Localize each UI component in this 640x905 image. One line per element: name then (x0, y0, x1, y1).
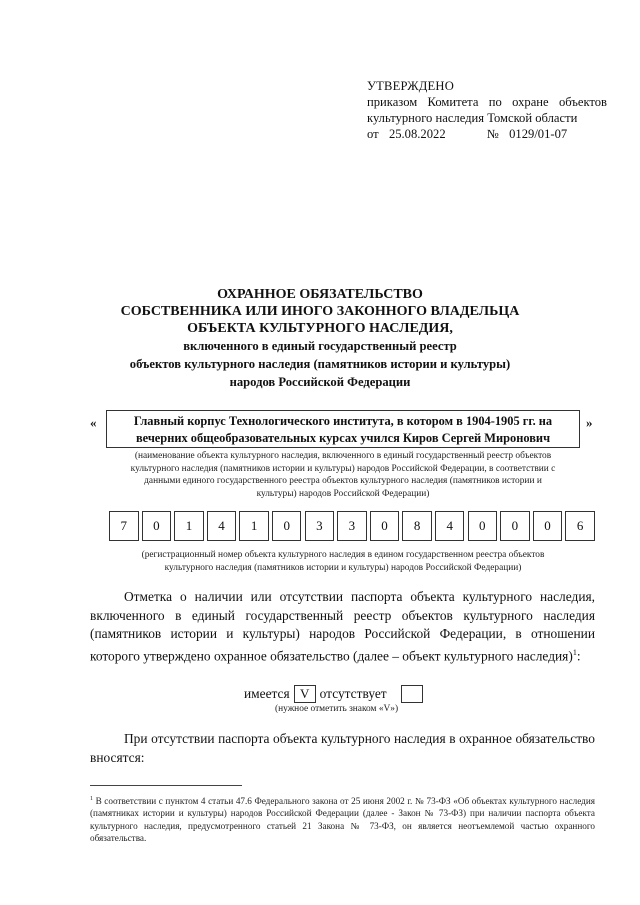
reg-digit-cell: 0 (500, 511, 530, 541)
order-number: 0129/01-07 (509, 127, 568, 141)
passport-mark-paragraph (90, 588, 595, 666)
footnote (90, 793, 595, 845)
title-line-1: ОХРАННОЕ ОБЯЗАТЕЛЬСТВО (217, 287, 423, 302)
reg-digit-cell: 0 (468, 511, 498, 541)
approval-stamp (367, 78, 607, 142)
reg-digit-cell: 7 (109, 511, 139, 541)
paragraph-1-text: Отметка о наличии или отсутствии паспорта объекта культурного наследия, включенного в единый государственный реестр объектов культурного наследия (памятников истории и культуры) народов Российской Федерации, в отношении которого утверждено охранное обязательство (далее – объект культурного наследия) (90, 589, 595, 664)
title-line-2: СОБСТВЕННИКА ИЛИ ИНОГО ЗАКОННОГО ВЛАДЕЛЬЦА (120, 304, 520, 319)
order-date: 25.08.2022 (388, 127, 446, 141)
approved-heading: УТВЕРЖДЕНО (367, 79, 455, 93)
reg-digit-cell: 0 (370, 511, 400, 541)
footnote-divider (90, 785, 242, 786)
reg-digit-cell: 4 (435, 511, 465, 541)
open-quote: « (90, 415, 97, 430)
object-caption-line-3: данными единого государственного реестра объектов культурного наследия (памятников истории и (144, 476, 542, 486)
object-name-box (106, 410, 580, 448)
approved-order-line (367, 126, 607, 142)
registration-number-grid (109, 511, 598, 541)
passport-absent-paragraph: При отсутствии паспорта объекта культурного наследия в охранное обязательство вносятся: (90, 731, 595, 765)
footnote-mark: 1 (90, 796, 93, 802)
paragraph-1-end: : (576, 648, 581, 664)
close-quote: » (586, 415, 593, 430)
reg-digit-cell: 0 (142, 511, 172, 541)
registration-caption (100, 549, 586, 574)
footnote-text: В соответствии с пунктом 4 статьи 47.6 Федерального закона от 25 июня 2002 г. № 73-ФЗ «Об объектах культурного наследия (памятниках истории и культуры) народов Российской Федерации (далее - Закон № 73-ФЗ) при наличии паспорта объекта культурного наследия, предусмотренного статьей 21 Закона № 73-ФЗ, он является неотъемлемой частью охранного обязательства. (90, 796, 595, 844)
object-caption-line-1: (наименование объекта культурного наследия, включенного в единый государственный реестр объектов (134, 451, 552, 461)
object-name-line-2: вечерних общеобразовательных курсах учился Киров Сергей Миронович (135, 431, 551, 445)
title-line-3: ОБЪЕКТА КУЛЬТУРНОГО НАСЛЕДИЯ, (187, 321, 453, 336)
passport-presence-row (244, 685, 427, 703)
present-label: имеется (244, 686, 290, 701)
present-checkbox[interactable]: V (294, 685, 316, 703)
reg-caption-line-2: культурного наследия (памятников истории и культуры) народов Российской Федерации) (164, 562, 522, 573)
reg-caption-line-1: (регистрационный номер объекта культурного наследия в едином государственном реестра объектов (141, 550, 545, 560)
object-caption-line-4: культуры) народов Российской Федерации) (256, 488, 430, 499)
approved-line-2: культурного наследия Томской области (367, 111, 578, 125)
object-caption-line-2: культурного наследия (памятников истории и культуры) народов Российской Федерации, в соответствии с (130, 463, 556, 474)
reg-digit-cell: 8 (402, 511, 432, 541)
reg-digit-cell: 0 (533, 511, 563, 541)
mark-hint: (нужное отметить знаком «V») (275, 704, 399, 714)
object-name-line-1: Главный корпус Технологического института, в котором в 1904-1905 гг. на (133, 414, 553, 428)
reg-digit-cell: 3 (337, 511, 367, 541)
reg-digit-cell: 4 (207, 511, 237, 541)
approved-line-1: приказом Комитета по охране объектов (367, 95, 607, 109)
footnote-reference: 1 (572, 647, 577, 657)
date-prefix: от (367, 127, 379, 141)
reg-digit-cell: 0 (272, 511, 302, 541)
absent-checkbox[interactable] (401, 685, 423, 703)
absent-label: отсутствует (319, 686, 387, 701)
title-line-4: включенного в единый государственный реестр (183, 339, 457, 353)
reg-digit-cell: 1 (239, 511, 269, 541)
title-line-5: объектов культурного наследия (памятников истории и культуры) (129, 357, 511, 371)
object-name-caption (108, 450, 578, 500)
reg-digit-cell: 1 (174, 511, 204, 541)
reg-digit-cell: 3 (305, 511, 335, 541)
document-title (40, 286, 600, 391)
title-line-6: народов Российской Федерации (229, 375, 411, 389)
number-prefix: № (486, 127, 499, 141)
reg-digit-cell: 6 (565, 511, 595, 541)
